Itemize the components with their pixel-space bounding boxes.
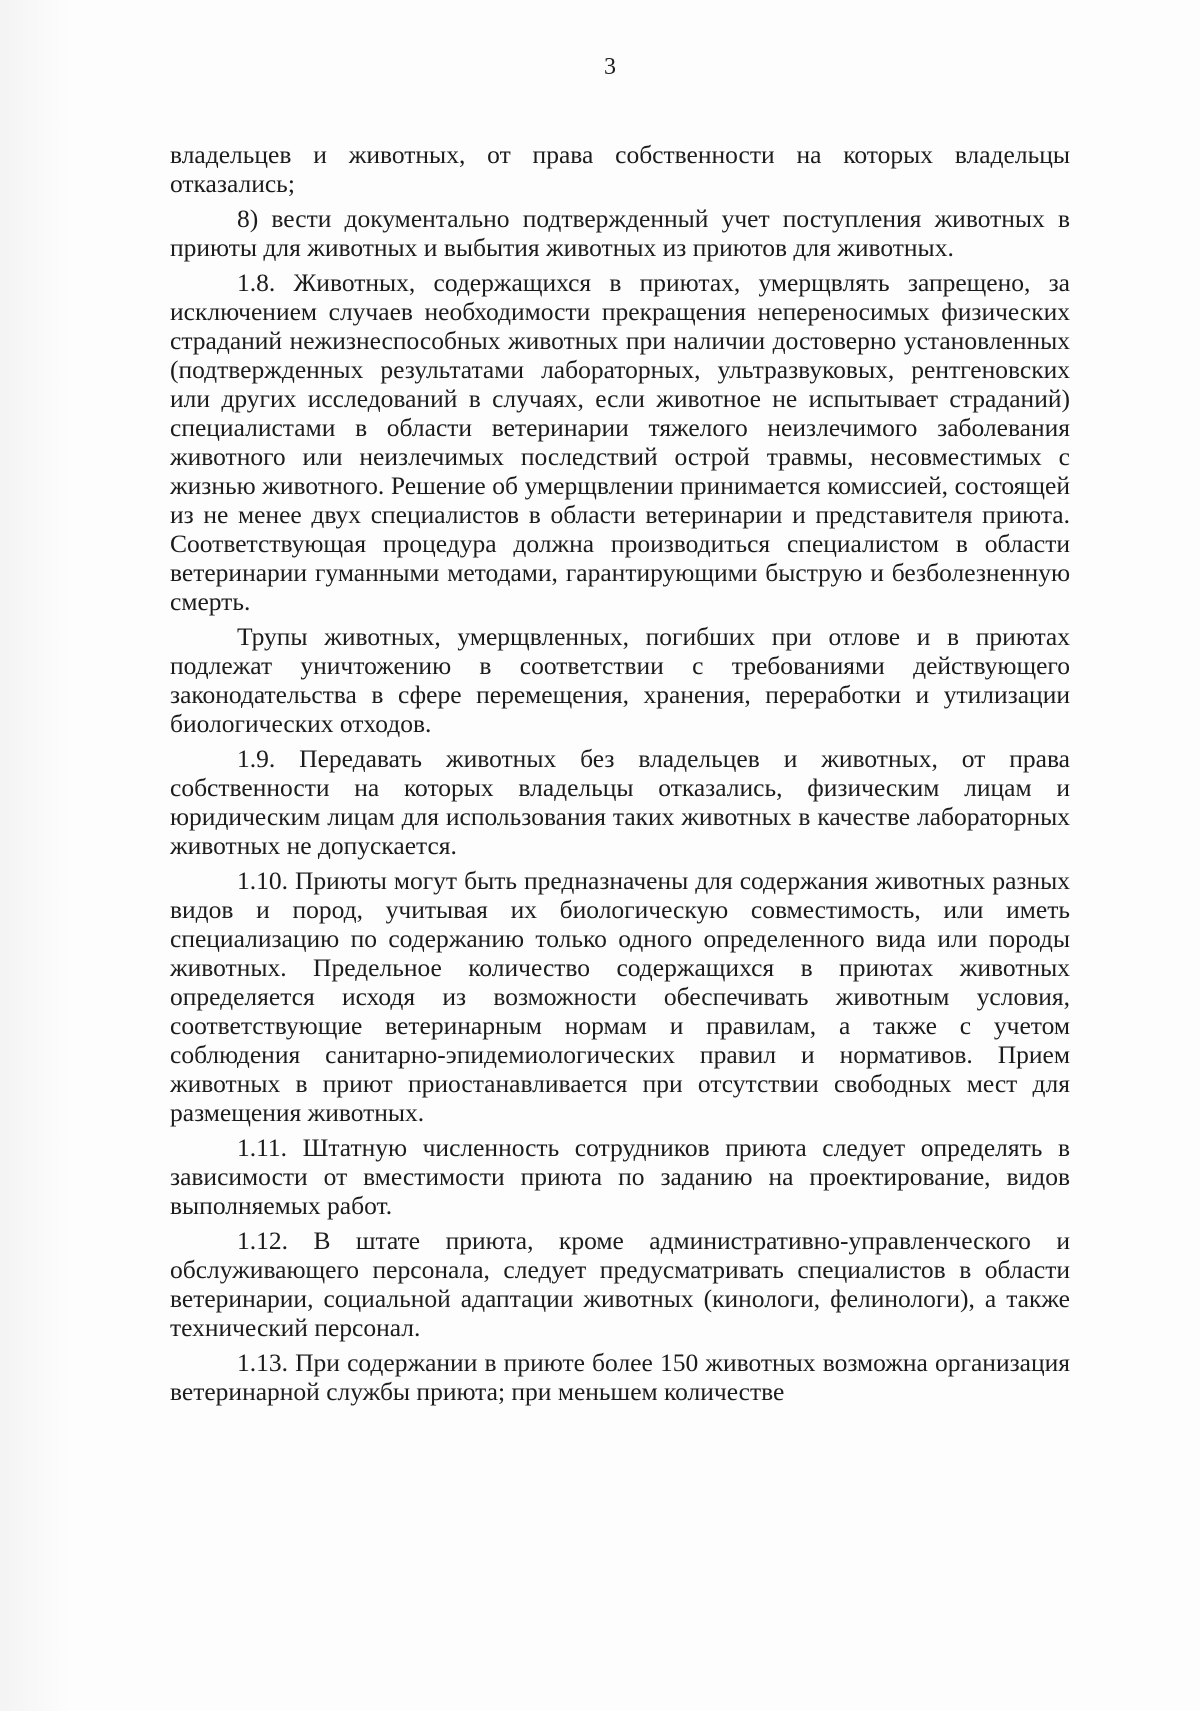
paragraph-1-9: 1.9. Передавать животных без владельцев и животных, от права собственности на которых владельцы отказались, физическим лицам и юридическим лицам для использования таких животных в качестве лабораторных животных не допускается. xyxy=(170,744,1070,860)
paragraph-1-11: 1.11. Штатную численность сотрудников приюта следует определять в зависимости от вместимости приюта по заданию на проектирование, видов выполняемых работ. xyxy=(170,1133,1070,1220)
paragraph-carcasses: Трупы животных, умерщвленных, погибших при отлове и в приютах подлежат уничтожению в соответствии с требованиями действующего законодательства в сфере перемещения, хранения, переработки и утилизации биологических отходов. xyxy=(170,622,1070,738)
paragraph-1-12: 1.12. В штате приюта, кроме административно-управленческого и обслуживающего персонала, следует предусматривать специалистов в области ветеринарии, социальной адаптации животных (кинологи, фелинологи), а также технический персонал. xyxy=(170,1226,1070,1342)
paragraph-1-10: 1.10. Приюты могут быть предназначены для содержания животных разных видов и пород, учитывая их биологическую совместимость, или иметь специализацию по содержанию только одного определенного вида или породы животных. Предельное количество содержащихся в приютах животных определяется исходя из возможности обеспечивать животным условия, соответствующие ветеринарным нормам и правилам, а также с учетом соблюдения санитарно-эпидемиологических правил и нормативов. Прием животных в приют приостанавливается при отсутствии свободных мест для размещения животных. xyxy=(170,866,1070,1127)
document-body xyxy=(170,140,1070,1412)
paragraph-item-8: 8) вести документально подтвержденный учет поступления животных в приюты для животных и выбытия животных из приютов для животных. xyxy=(170,204,1070,262)
paragraph-continuation: владельцев и животных, от права собственности на которых владельцы отказались; xyxy=(170,140,1070,198)
paragraph-1-8: 1.8. Животных, содержащихся в приютах, умерщвлять запрещено, за исключением случаев необходимости прекращения непереносимых физических страданий нежизнеспособных животных при наличии достоверно установленных (подтвержденных результатами лабораторных, ультразвуковых, рентгеновских или других исследований в случаях, если животное не испытывает страданий) специалистами в области ветеринарии тяжелого неизлечимого заболевания животного или неизлечимых последствий острой травмы, несовместимых с жизнью животного. Решение об умерщвлении принимается комиссией, состоящей из не менее двух специалистов в области ветеринарии и представителя приюта. Соответствующая процедура должна производиться специалистом в области ветеринарии гуманными методами, гарантирующими быструю и безболезненную смерть. xyxy=(170,268,1070,616)
page-number: 3 xyxy=(604,54,616,80)
paragraph-1-13: 1.13. При содержании в приюте более 150 животных возможна организация ветеринарной службы приюта; при меньшем количестве xyxy=(170,1348,1070,1406)
scan-shadow xyxy=(0,0,70,1711)
